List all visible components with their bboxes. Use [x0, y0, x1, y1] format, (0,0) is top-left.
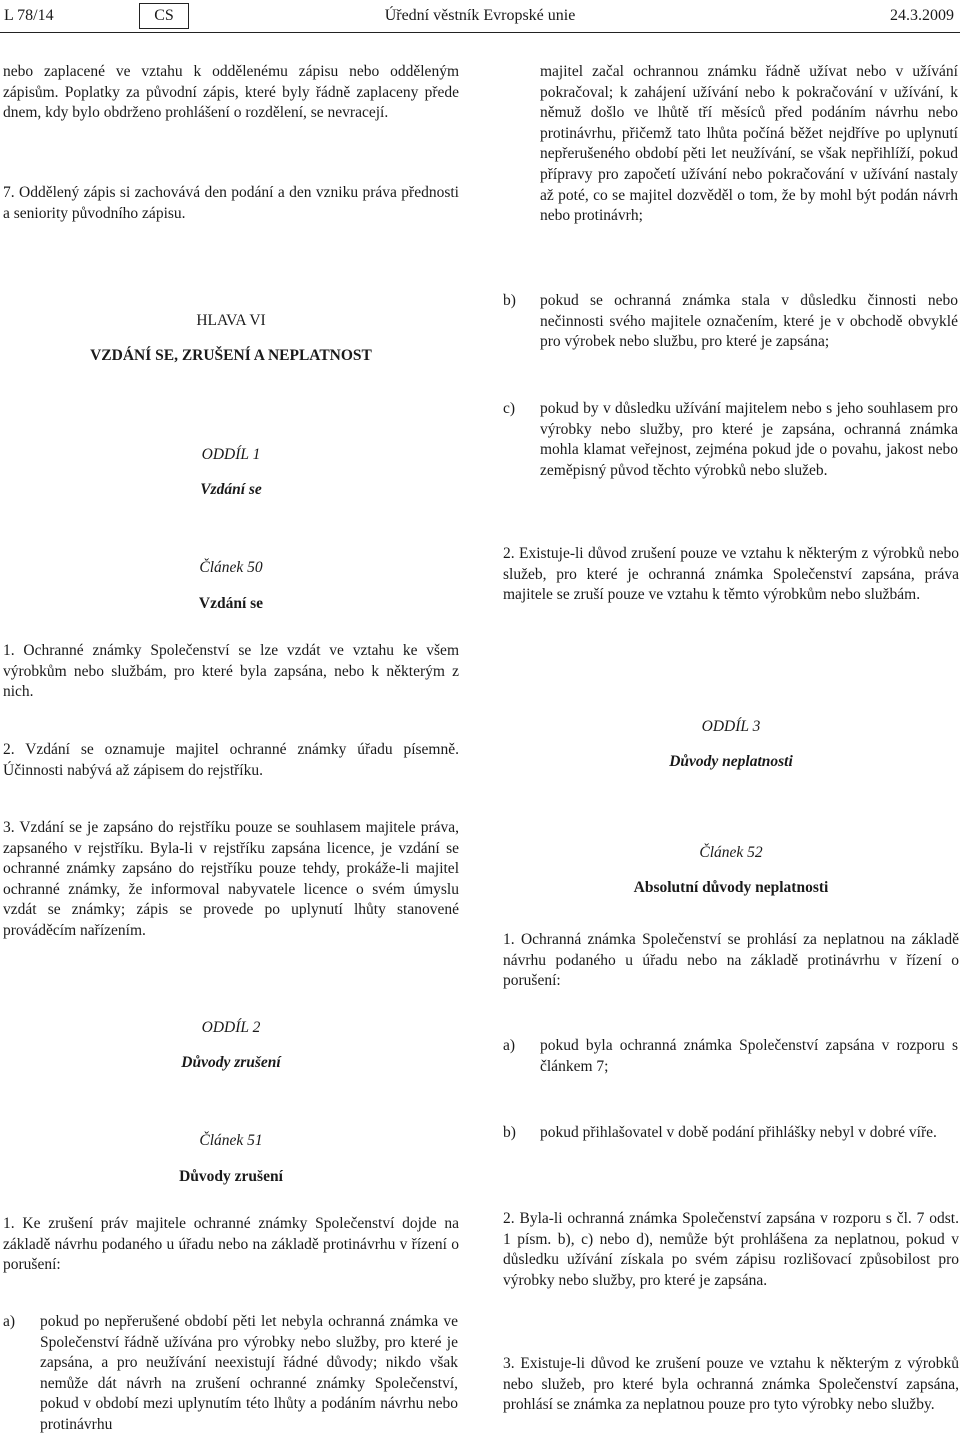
- article-51-paragraph-2: 2. Existuje-li důvod zrušení pouze ve vztahu k některým z výrobků nebo služeb, pro které je ochranná známka Společenství zapsána, práva majitele se zruší pouze ve vztahu k těmto výrobkům nebo službám.: [503, 545, 959, 604]
- article-52-paragraph-1: 1. Ochranná známka Společenství se prohlásí za neplatnou na základě návrhu podaného u úřadu nebo na základě protinávrhu v řízení o porušení:: [503, 931, 959, 990]
- article-51-heading: Článek 51: [199, 1132, 263, 1149]
- section-2-heading: ODDÍL 2: [201, 1019, 261, 1036]
- item-text: majitel začal ochrannou známku řádně užívat nebo v užívání pokračoval; k zahájení užívání nebo k pokračování v užívání, k němuž došlo ve lhůtě tří měsíců před podáním návrhu nebo protinávrhu, přičemž tato lhůta počíná běžet nejdříve po uplynutí nepřerušeného období pěti let neužívání, se však nepřihlíží, pokud přípravy pro započetí užívání nebo pokračování v užívání nastaly až poté, co se majitel dozvěděl o tom, že by mohl být podán návrh nebo protinávrh;: [540, 63, 958, 225]
- item-text: pokud by v důsledku užívání majitelem nebo s jeho souhlasem pro výrobky nebo služby, pro které je zapsána, ochranná známka mohla klamat veřejnost, zejména pokud jde o povahu, jakost nebo zeměpisný původ těchto výrobků nebo služeb.: [540, 400, 958, 479]
- item-text: pokud po nepřerušené období pěti let nebyla ochranná známka ve Společenství řádně užívána pro výrobky nebo služby, pro které je zapsána, a pro neužívání neexistují řádné důvody; nikdo však nemůže dát návrh na zrušení ochranné známky Společenství, pokud v období mezi uplynutím této lhůty a podáním návrhu nebo protinávrhu: [40, 1313, 458, 1433]
- section-2-title: Důvody zrušení: [181, 1054, 281, 1071]
- item-text: pokud přihlašovatel v době podání přihlášky nebyl v dobré víře.: [540, 1124, 937, 1141]
- article-51-title: Důvody zrušení: [179, 1168, 283, 1185]
- item-label: c): [503, 400, 516, 417]
- section-1-heading: ODDÍL 1: [201, 446, 261, 463]
- article-50-paragraph-2: 2. Vzdání se oznamuje majitel ochranné známky úřadu písemně. Účinnosti nabývá až zápisem do rejstříku.: [3, 741, 459, 779]
- section-3-title: Důvody neplatnosti: [669, 753, 793, 770]
- article-51-paragraph-1: 1. Ke zrušení práv majitele ochranné známky Společenství dojde na základě návrhu podaného u úřadu nebo na základě protinávrhu v řízení o porušení:: [3, 1215, 459, 1274]
- continued-paragraph: nebo zaplacené ve vztahu k oddělenému zápisu nebo odděleným zápisům. Poplatky za původní zápis, které byly řádně zaplaceny přede dnem, kdy bylo obdrženo prohlášení o rozdělení, se nevracejí.: [3, 63, 459, 122]
- article-50-title: Vzdání se: [198, 595, 264, 612]
- page-reference: L 78/14: [4, 7, 54, 24]
- section-1-title: Vzdání se: [200, 481, 262, 498]
- header-divider: [0, 32, 960, 33]
- item-label: a): [3, 1313, 16, 1330]
- article-50-paragraph-1: 1. Ochranné známky Společenství se lze vzdát ve vztahu ke všem výrobkům nebo službám, pro které byla zapsána, nebo k některým z nich.: [3, 642, 459, 701]
- article-52-paragraph-2: 2. Byla-li ochranná známka Společenství zapsána v rozporu s čl. 7 odst. 1 písm. b), c) nebo d), nemůže být prohlášena za neplatnou, pokud v důsledku užívání získala po svém zápisu rozlišovací způsobilost pro výrobky nebo služby, pro které je zapsána.: [503, 1210, 959, 1289]
- article-52-heading: Článek 52: [699, 844, 763, 861]
- article-50-heading: Článek 50: [199, 559, 263, 576]
- item-label: b): [503, 292, 516, 309]
- section-3-heading: ODDÍL 3: [701, 718, 761, 735]
- journal-title: Úřední věstník Evropské unie: [384, 7, 576, 24]
- item-text: pokud byla ochranná známka Společenství zapsána v rozporu s článkem 7;: [540, 1037, 958, 1075]
- article-52-paragraph-3: 3. Existuje-li důvod ke zrušení pouze ve vztahu k některým z výrobků nebo služeb, pro které byla ochranná známka Společenství zapsána, prohlásí se známka za neplatnou pouze pro tyto výrobky nebo služby.: [503, 1355, 959, 1414]
- paragraph-7: 7. Oddělený zápis si zachovává den podání a den vzniku práva přednosti a seniority původního zápisu.: [3, 184, 459, 222]
- item-label: b): [503, 1124, 516, 1141]
- title-heading: HLAVA VI: [196, 312, 266, 329]
- title-heading-name: VZDÁNÍ SE, ZRUŠENÍ A NEPLATNOST: [90, 347, 372, 364]
- article-50-paragraph-3: 3. Vzdání se je zapsáno do rejstříku pouze se souhlasem majitele práva, zapsaného v rejstříku. Byla-li v rejstříku zapsána licence, je vzdání se ochranné známky zapsáno do rejstříku pouze tehdy, prokáže-li majitel ochranné známky, že informoval nabyvatele licence o svém úmyslu vzdát se známky; zápis se provede po uplynutí lhůty stanovené prováděcím nařízením.: [3, 819, 459, 939]
- page-header: [0, 0, 960, 34]
- language-badge: CS: [139, 3, 189, 29]
- item-label: a): [503, 1037, 516, 1054]
- publication-date: 24.3.2009: [890, 7, 954, 24]
- article-52-title: Absolutní důvody neplatnosti: [633, 879, 829, 896]
- item-text: pokud se ochranná známka stala v důsledku činnosti nebo nečinnosti svého majitele označením, které je v obchodě obvyklé pro výrobek nebo službu, pro které je zapsána;: [540, 292, 958, 351]
